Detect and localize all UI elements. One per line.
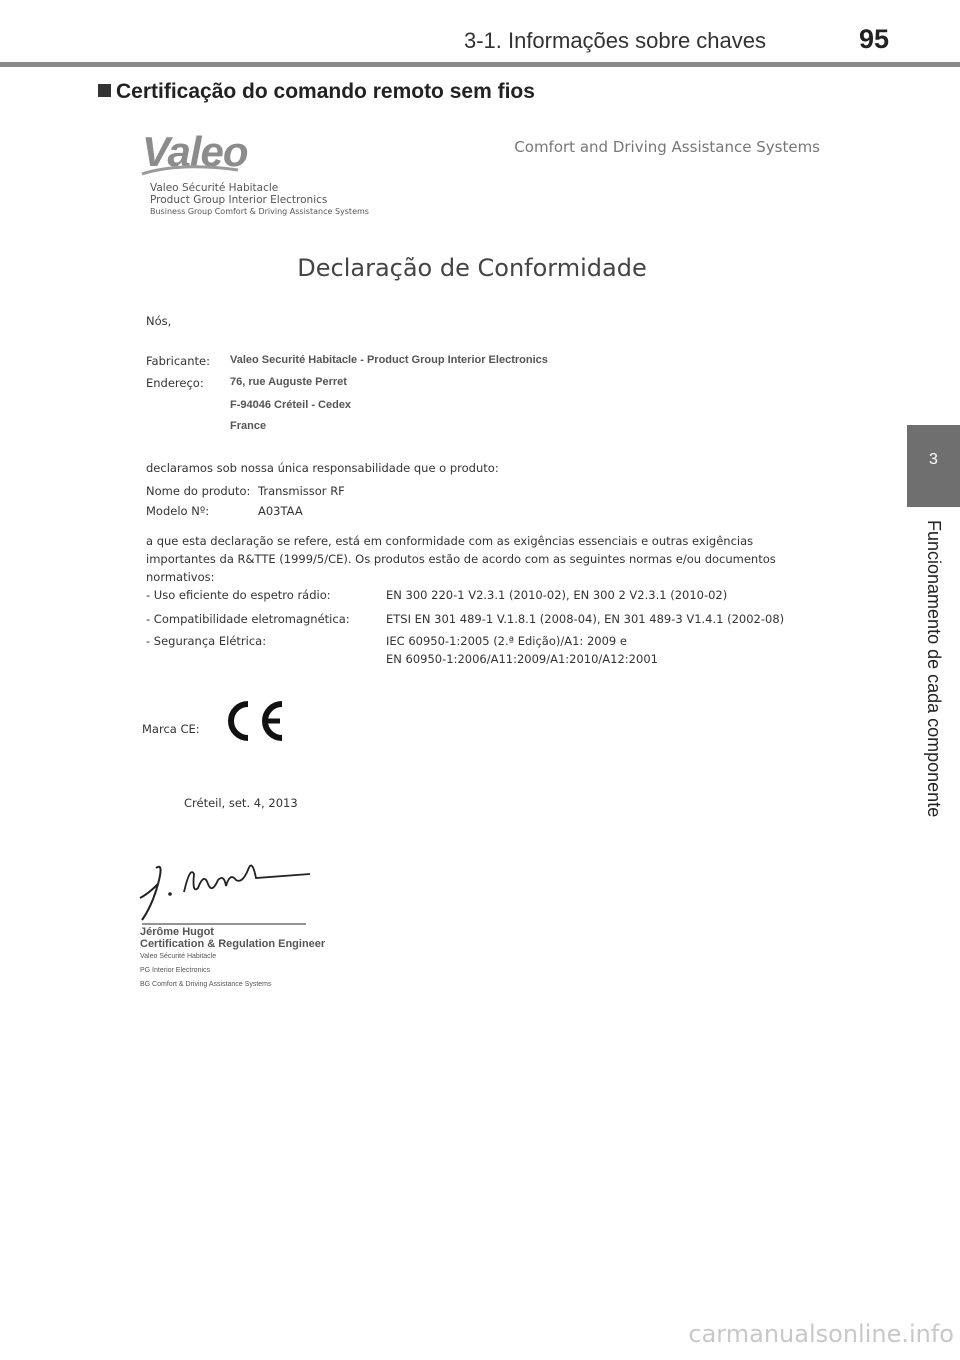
tagline: Comfort and Driving Assistance Systems	[514, 138, 820, 156]
standard-row	[146, 634, 627, 648]
declare-text: declaramos sob nossa única responsabilidade que o produto:	[146, 461, 499, 475]
signer-name: Jérôme Hugot	[140, 926, 214, 938]
page-number: 95	[858, 24, 890, 54]
ce-mark-icon	[218, 698, 288, 744]
header-divider	[0, 62, 960, 67]
standard-label: - Segurança Elétrica:	[146, 634, 267, 648]
address-row	[146, 376, 347, 390]
standard-value: EN 300 220-1 V2.3.1 (2010-02), EN 300 2 V2.3.1 (2010-02)	[386, 588, 728, 602]
signature-icon	[134, 854, 324, 928]
product-label: Nome do produto:	[146, 484, 251, 498]
address-line: F-94046 Créteil - Cedex	[230, 399, 352, 411]
signer-line: PG Interior Electronics	[140, 967, 211, 974]
chapter-name: Funcionamento de cada componente	[924, 520, 944, 818]
product-value: Transmissor RF	[258, 484, 345, 498]
conformity-paragraph: a que esta declaração se refere, está em conformidade com as exigências essenciais e outras exigências importantes da R&TTE (1999/5/CE). Os produtos estão de acordo com as seguintes normas e/ou documentos normativos:	[146, 534, 776, 584]
company-block	[150, 182, 369, 218]
manufacturer-label: Fabricante:	[146, 354, 210, 368]
signer-role: Certification & Regulation Engineer	[140, 938, 326, 950]
standard-row	[146, 588, 728, 602]
manufacturer-value: Valeo Securité Habitacle - Product Group Interior Electronics	[230, 354, 548, 366]
model-label: Modelo Nº:	[146, 504, 210, 518]
company-line: Business Group Comfort & Driving Assistance Systems	[150, 207, 369, 216]
ce-label: Marca CE:	[142, 722, 200, 736]
running-header-title: 3-1. Informações sobre chaves	[463, 28, 766, 53]
standard-value: EN 60950-1:2006/A11:2009/A1:2010/A12:2001	[386, 652, 658, 666]
signer-line: BG Comfort & Driving Assistance Systems	[140, 981, 272, 988]
standard-value: IEC 60950-1:2005 (2.ª Edição)/A1: 2009 e	[386, 634, 627, 648]
section-heading-text: Certificação do comando remoto sem fios	[116, 80, 535, 103]
document-title: Declaração de Conformidade	[297, 254, 647, 282]
square-bullet-icon	[98, 84, 111, 97]
valeo-logo: Valeo	[142, 128, 248, 175]
model-row	[146, 504, 303, 518]
manufacturer-row	[146, 354, 548, 368]
model-value: A03TAA	[258, 504, 303, 518]
section-heading	[98, 80, 535, 104]
product-row	[146, 484, 345, 498]
standard-row	[146, 612, 785, 626]
address-label: Endereço:	[146, 376, 204, 390]
address-line: France	[230, 420, 267, 432]
conformity-certificate	[132, 118, 822, 1018]
we-text: Nós,	[146, 314, 172, 328]
address-line: 76, rue Auguste Perret	[230, 376, 347, 388]
signer-line: Valeo Sécurité Habitacle	[140, 953, 217, 960]
standard-label: - Uso eficiente do espetro rádio:	[146, 588, 331, 602]
chapter-tab: 3	[907, 425, 960, 507]
standard-label: - Compatibilidade eletromagnética:	[146, 612, 350, 626]
standard-value: ETSI EN 301 489-1 V.1.8.1 (2008-04), EN 301 489-3 V1.4.1 (2002-08)	[386, 612, 785, 626]
signer-block	[140, 926, 325, 992]
place-date: Créteil, set. 4, 2013	[184, 796, 298, 810]
company-line: Product Group Interior Electronics	[150, 194, 328, 206]
valeo-logo-swoosh-icon	[140, 164, 240, 178]
watermark: carmanualsonline.info	[688, 1320, 954, 1348]
company-line: Valeo Sécurité Habitacle	[150, 182, 279, 194]
